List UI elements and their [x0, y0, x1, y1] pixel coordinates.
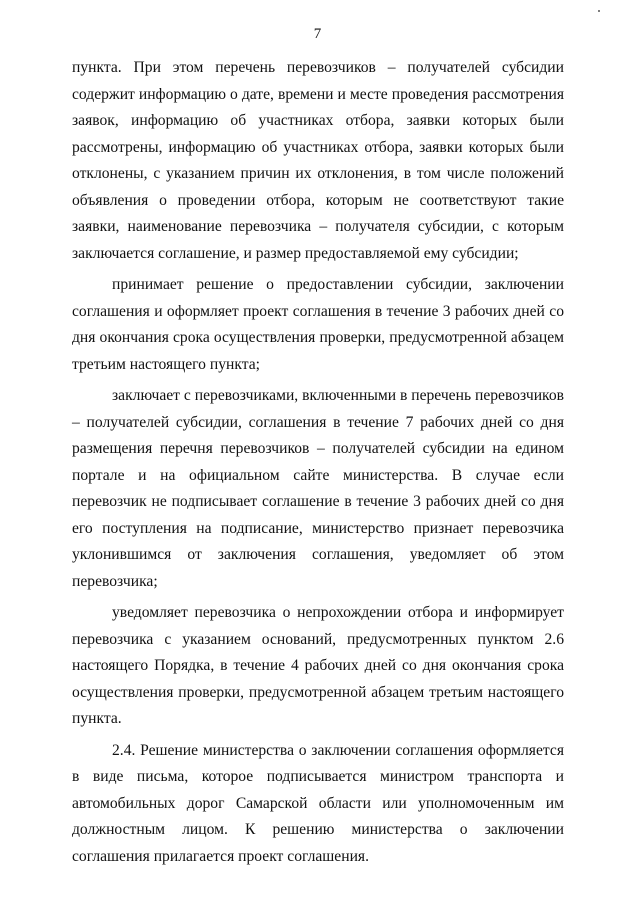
paragraph-notification: уведомляет перевозчика о непрохождении отбора и информирует перевозчика с указанием оснований, предусмотренных пунктом 2.6 настоящего Порядка, в течение 4 рабочих дней со дня окончания срока осуществления проверки, предусмотренной абзацем третьим настоящего пункта. — [72, 604, 564, 727]
page-number: 7 — [313, 26, 322, 42]
paragraph-decision: принимает решение о предоставлении субсидии, заключении соглашения и оформляет проект соглашения в течение 3 рабочих дней со дня окончания срока осуществления проверки, предусмотренной абзацем третьим настоящего пункта; — [72, 276, 564, 373]
paragraph-continuation: пункта. При этом перечень перевозчиков – получателей субсидии содержит информацию о дате, времени и месте проведения рассмотрения заявок, информацию об участниках отбора, заявки которых были рассмотрены, информацию об участниках отбора, заявки которых были отклонены, с указанием причин их отклонения, в том числе положений объявления о проведении отбора, которым не соответствуют такие заявки, наименование перевозчика – получателя субсидии, с которым заключается соглашение, и размер предоставляемой ему субсидии; — [72, 59, 564, 262]
paragraph-section-2-4: 2.4. Решение министерства о заключении соглашения оформляется в виде письма, которое подписывается министром транспорта и автомобильных дорог Самарской области или уполномоченным им должностным лицом. К решению министерства о заключении соглашения прилагается проект соглашения. — [72, 741, 564, 865]
document-body — [72, 55, 564, 870]
paragraph-agreement: заключает с перевозчиками, включенными в перечень перевозчиков – получателей субсидии, соглашения в течение 7 рабочих дней со дня размещения перечня перевозчиков – получателей субсидии на едином портале и на официальном сайте министерства. В случае если перевозчик не подписывает соглашение в течение 3 рабочих дней со дня его поступления на подписание, министерство признает перевозчика уклонившимся от заключения соглашения, уведомляет об этом перевозчика; — [72, 387, 564, 590]
scan-speck — [598, 10, 600, 12]
